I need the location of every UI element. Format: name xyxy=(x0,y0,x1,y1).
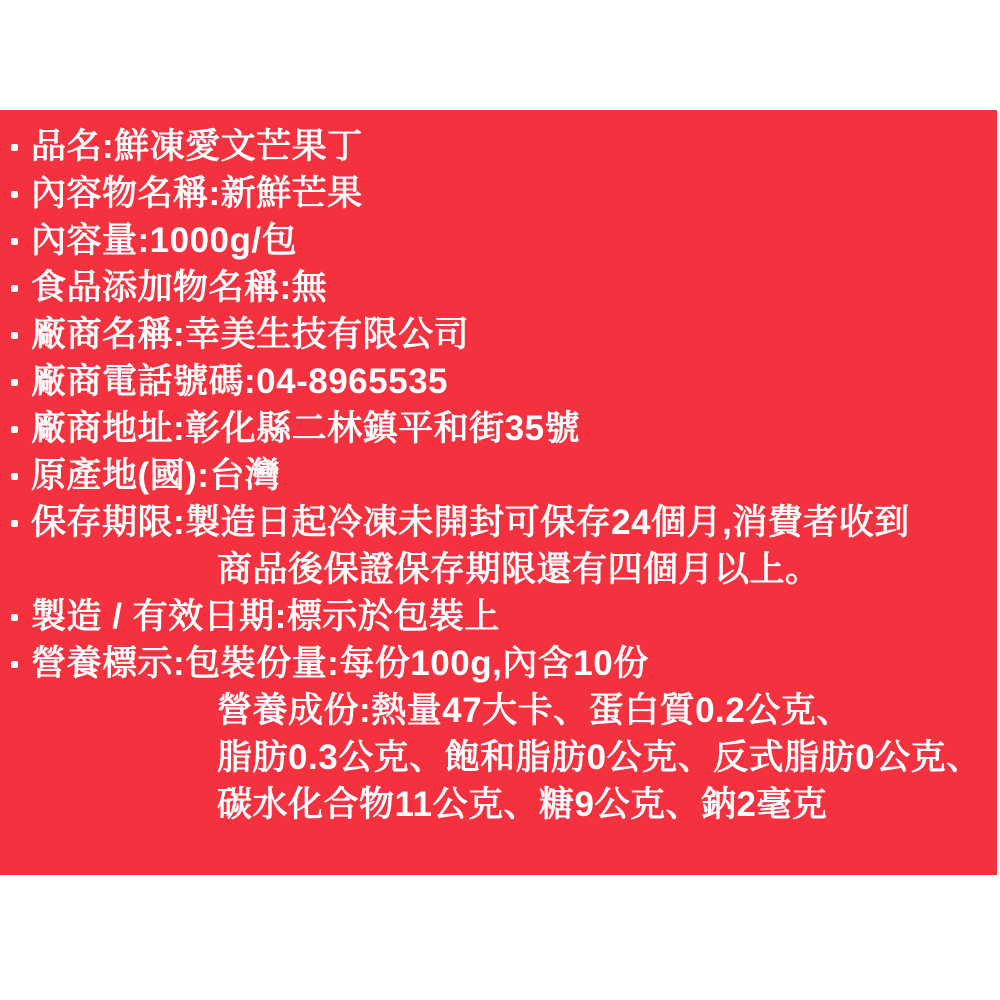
spec-line xyxy=(0,170,997,217)
bullet-dot-icon xyxy=(11,379,18,386)
spec-line-text: 內容量:1000g/包 xyxy=(31,221,298,260)
spec-line xyxy=(0,123,997,170)
spec-line xyxy=(0,452,997,499)
spec-line xyxy=(0,311,997,358)
bullet-dot-icon xyxy=(11,520,18,527)
spec-line-text: 營養標示:包裝份量:每份100g,內含10份 xyxy=(31,644,649,683)
bullet-dot-icon xyxy=(11,426,18,433)
spec-line-text: 品名:鮮凍愛文芒果丁 xyxy=(31,127,363,166)
product-info-panel xyxy=(0,110,997,875)
bullet-dot-icon xyxy=(11,332,18,339)
spec-line-continuation xyxy=(0,687,997,734)
spec-line-text: 廠商地址:彰化縣二林鎮平和街35號 xyxy=(31,409,581,448)
spec-line-continuation xyxy=(0,546,997,593)
bullet-dot-icon xyxy=(11,144,18,151)
spec-line-text: 商品後保證保存期限還有四個月以上。 xyxy=(217,550,821,589)
spec-line-text: 營養成份:熱量47大卡、蛋白質0.2公克、 xyxy=(217,691,852,730)
spec-line-text: 內容物名稱:新鮮芒果 xyxy=(31,174,363,213)
spec-line-text: 脂肪0.3公克、飽和脂肪0公克、反式脂肪0公克、 xyxy=(217,738,982,777)
bullet-dot-icon xyxy=(11,661,18,668)
bullet-dot-icon xyxy=(11,285,18,292)
spec-line xyxy=(0,593,997,640)
spec-line-text: 原產地(國):台灣 xyxy=(31,456,281,495)
spec-line xyxy=(0,405,997,452)
spec-line-text: 製造 / 有效日期:標示於包裝上 xyxy=(31,597,500,636)
spec-line xyxy=(0,499,997,546)
spec-line xyxy=(0,358,997,405)
spec-line-text: 碳水化合物11公克、糖9公克、鈉2毫克 xyxy=(217,785,828,824)
spec-line-continuation xyxy=(0,781,997,828)
spec-line-text: 廠商電話號碼:04-8965535 xyxy=(31,362,448,401)
spec-line xyxy=(0,640,997,687)
spec-line-text: 廠商名稱:幸美生技有限公司 xyxy=(31,315,470,354)
spec-line xyxy=(0,217,997,264)
bullet-dot-icon xyxy=(11,614,18,621)
bullet-dot-icon xyxy=(11,238,18,245)
bullet-dot-icon xyxy=(11,191,18,198)
spec-line-continuation xyxy=(0,734,997,781)
bullet-dot-icon xyxy=(11,473,18,480)
product-spec-list xyxy=(0,110,997,828)
spec-line-text: 食品添加物名稱:無 xyxy=(31,268,328,307)
spec-line xyxy=(0,264,997,311)
spec-line-text: 保存期限:製造日起冷凍未開封可保存24個月,消費者收到 xyxy=(31,503,910,542)
